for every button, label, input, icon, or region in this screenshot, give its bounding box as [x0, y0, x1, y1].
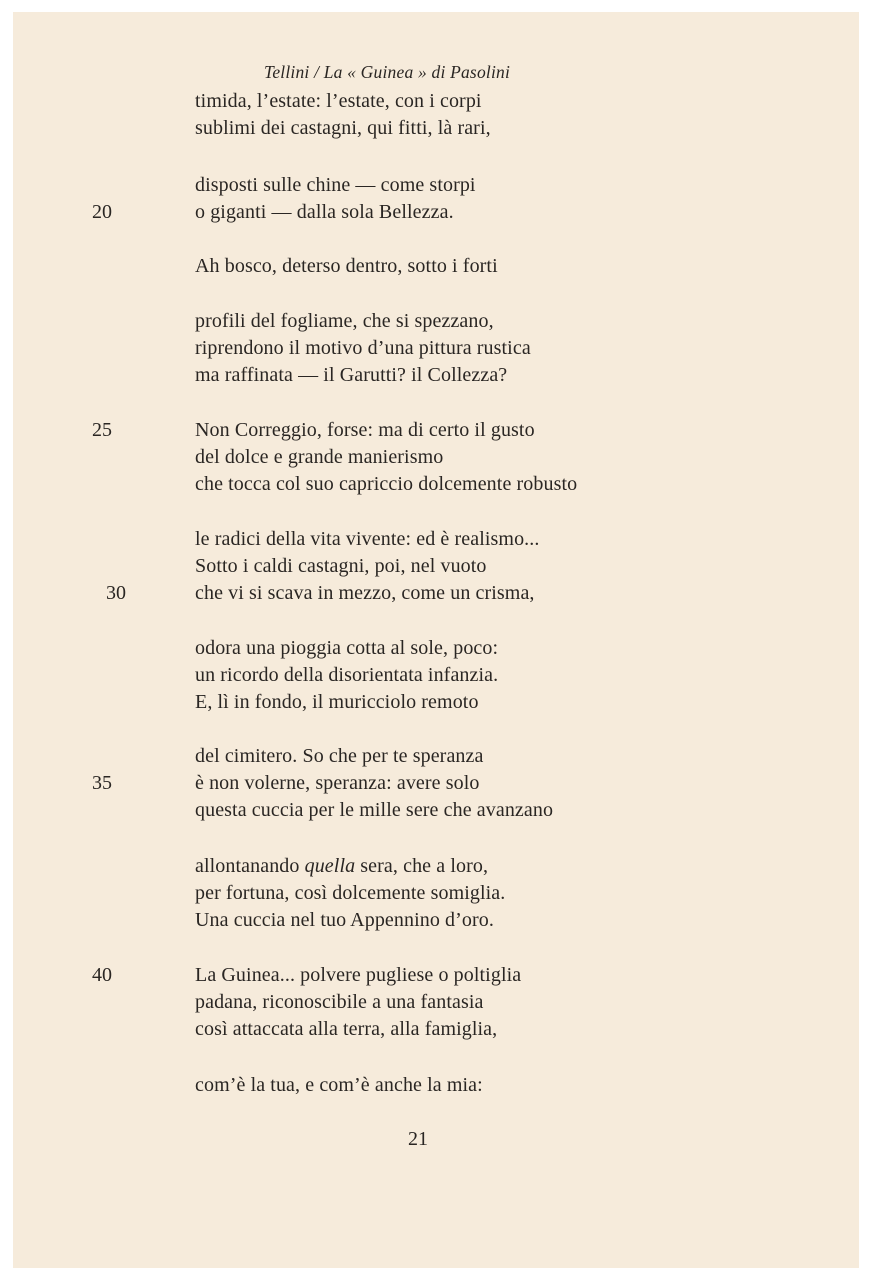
running-header: Tellini / La « Guinea » di Pasolini: [264, 62, 511, 82]
verse-line: riprendono il motivo d’una pittura rustica: [195, 337, 531, 359]
verse-line: La Guinea... polvere pugliese o poltiglia: [195, 964, 522, 986]
verse-line: padana, riconoscibile a una fantasia: [195, 991, 484, 1013]
verse-line: timida, l’estate: l’estate, con i corpi: [195, 90, 482, 112]
verse-line: che tocca col suo capriccio dolcemente robusto: [195, 473, 578, 495]
verse-line: è non volerne, speranza: avere solo: [195, 772, 480, 794]
verse-line: questa cuccia per le mille sere che avanzano: [195, 799, 554, 821]
verse-line: Non Correggio, forse: ma di certo il gusto: [195, 419, 535, 441]
verse-line: profili del fogliame, che si spezzano,: [195, 310, 494, 332]
verse-italic: quella: [304, 855, 356, 877]
verse-line: Ah bosco, deterso dentro, sotto i forti: [195, 255, 498, 277]
verse-line: che vi si scava in mezzo, come un crisma,: [195, 582, 535, 604]
verse-text: allontanando: [195, 855, 305, 877]
verse-line: E, lì in fondo, il muricciolo remoto: [195, 691, 479, 713]
verse-line: o giganti — dalla sola Bellezza.: [195, 201, 454, 223]
verse-line: Una cuccia nel tuo Appennino d’oro.: [195, 909, 494, 931]
verse-line: com’è la tua, e com’è anche la mia:: [195, 1074, 483, 1096]
page-number: 21: [408, 1128, 428, 1150]
line-number: 35: [92, 772, 112, 794]
verse-line: così attaccata alla terra, alla famiglia,: [195, 1018, 498, 1040]
verse-line: un ricordo della disorientata infanzia.: [195, 664, 499, 686]
verse-line: del cimitero. So che per te speranza: [195, 745, 484, 767]
verse-line: [195, 855, 488, 878]
verse-line: Sotto i caldi castagni, poi, nel vuoto: [195, 555, 487, 577]
verse-line: disposti sulle chine — come storpi: [195, 174, 476, 196]
verse-text: sera, che a loro,: [355, 855, 489, 877]
verse-line: ma raffinata — il Garutti? il Collezza?: [195, 364, 508, 386]
verse-line: per fortuna, così dolcemente somiglia.: [195, 882, 506, 904]
line-number: 20: [92, 201, 112, 223]
verse-line: le radici della vita vivente: ed è realismo...: [195, 528, 540, 550]
line-number: 40: [92, 964, 112, 986]
verse-line: sublimi dei castagni, qui fitti, là rari,: [195, 117, 491, 139]
verse-line: del dolce e grande manierismo: [195, 446, 444, 468]
line-number: 25: [92, 419, 112, 441]
line-number: 30: [106, 582, 126, 604]
verse-line: odora una pioggia cotta al sole, poco:: [195, 637, 499, 659]
